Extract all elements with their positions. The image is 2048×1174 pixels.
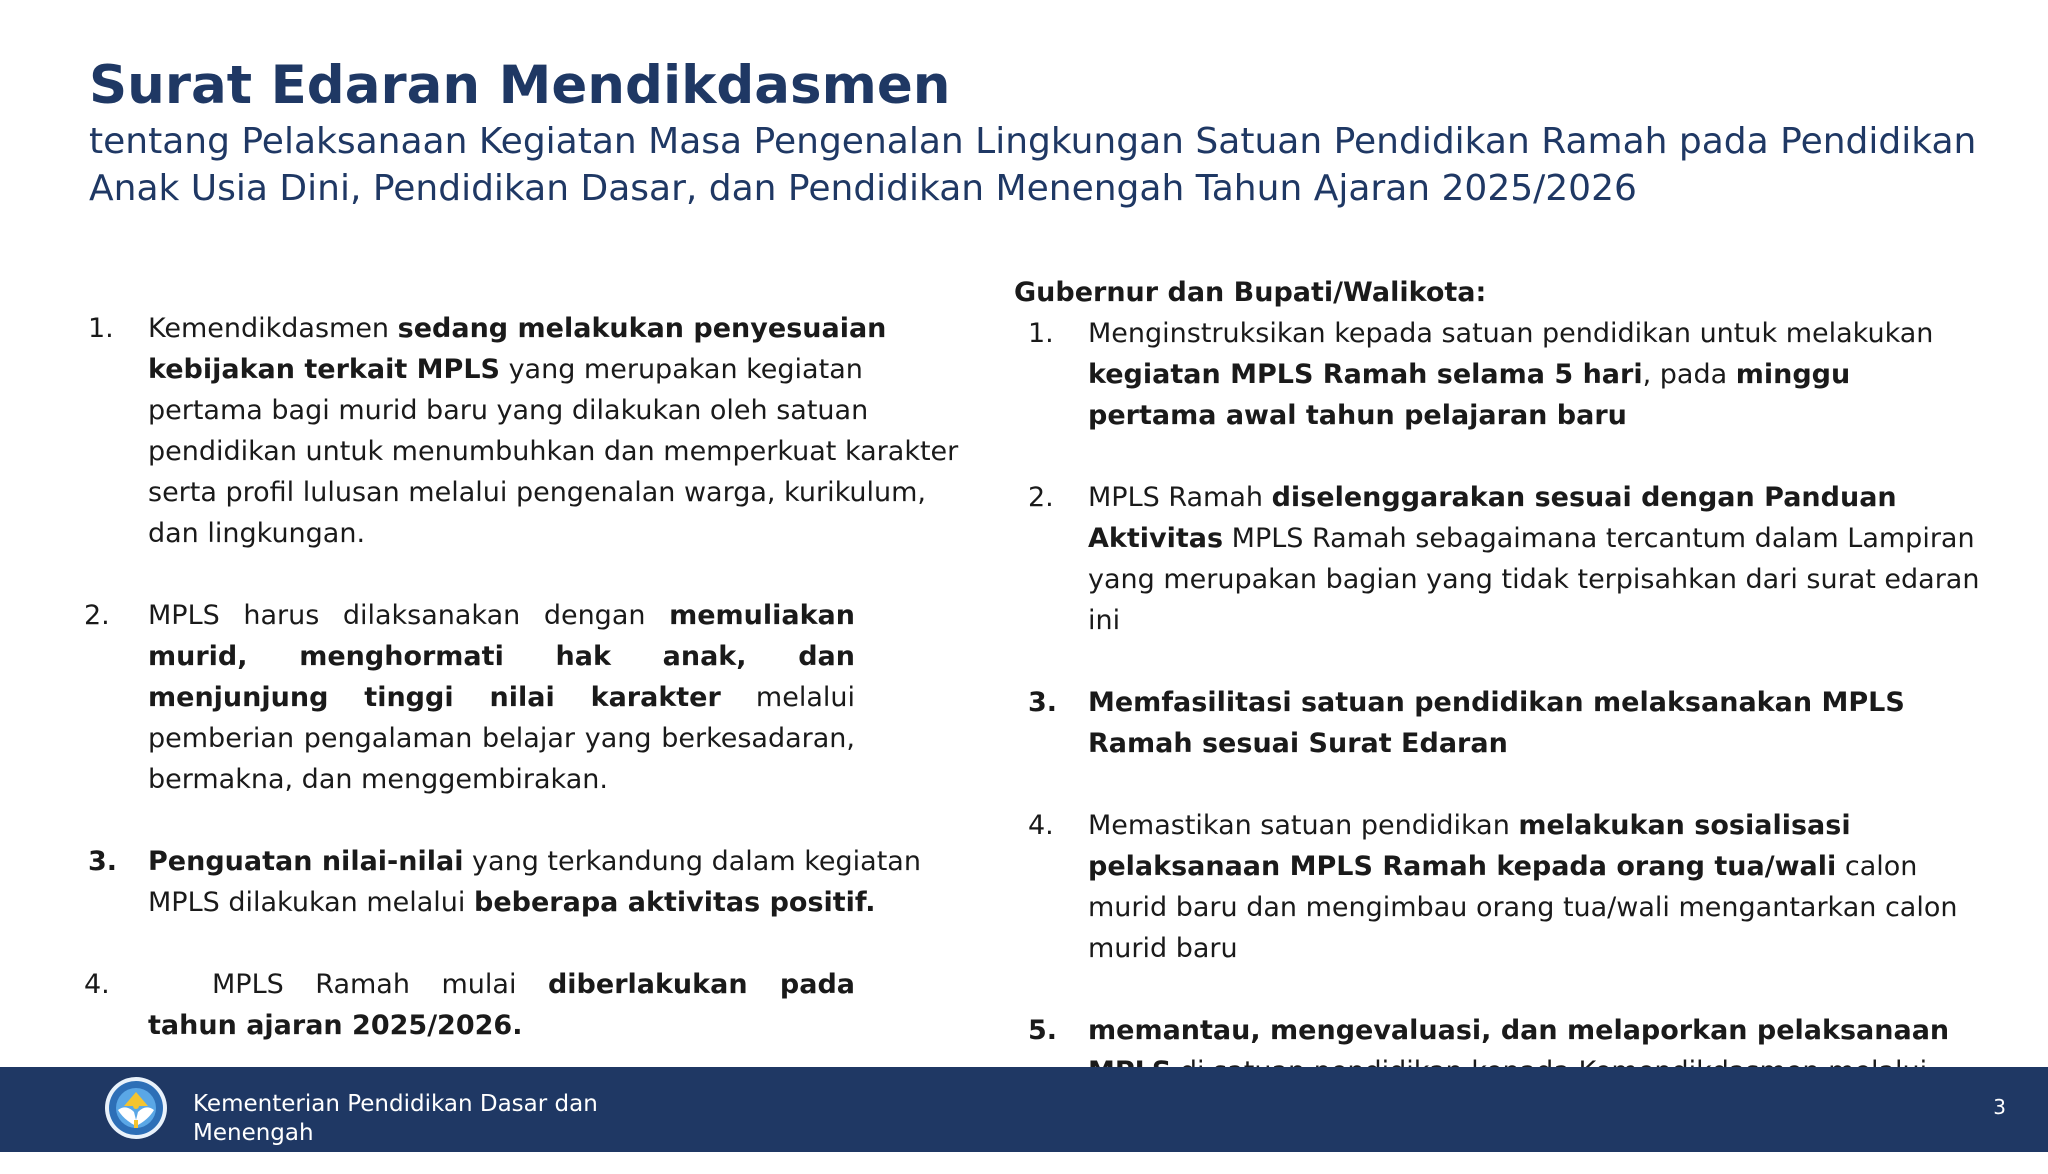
text-segment-bold: memuliakan murid, menghormati hak anak, dan menjunjung tinggi nilai karakter bbox=[148, 600, 855, 713]
list-item-text bbox=[1088, 313, 1980, 436]
list-item bbox=[1020, 805, 1980, 969]
text-segment-bold: melakukan sosialisasi pelaksanaan MPLS Ramah kepada orang tua/wali bbox=[1088, 810, 1851, 882]
list-item-text bbox=[148, 841, 960, 923]
text-segment: MPLS Ramah bbox=[1088, 482, 1272, 513]
text-segment: Memastikan satuan pendidikan bbox=[1088, 810, 1519, 841]
text-segment: yang terkandung dalam kegiatan MPLS dilakukan melalui bbox=[148, 846, 921, 918]
text-segment: calon murid baru dan mengimbau orang tua/wali mengantarkan calon murid baru bbox=[1088, 851, 1958, 964]
text-segment-bold: beberapa aktivitas positif. bbox=[474, 887, 876, 918]
text-segment-bold: memantau, mengevaluasi, dan melaporkan pelaksanaan bbox=[1088, 1015, 1950, 1046]
list-item bbox=[1020, 477, 1980, 641]
text-segment: MPLS Ramah sebagaimana tercantum dalam Lampiran yang merupakan bagian yang tidak terpisahkan dari surat edaran ini bbox=[1088, 523, 1980, 636]
right-column-heading: Gubernur dan Bupati/Walikota: bbox=[1014, 277, 1487, 308]
list-item bbox=[80, 595, 855, 800]
text-segment: melalui pemberian pengalaman belajar yang berkesadaran, bermakna, dan menggembirakan. bbox=[148, 682, 855, 795]
right-instruction-list bbox=[1020, 313, 1980, 1174]
page-number: 3 bbox=[1993, 1095, 2006, 1119]
slide-subtitle: tentang Pelaksanaan Kegiatan Masa Pengenalan Lingkungan Satuan Pendidikan Ramah pada Pendidikan Anak Usia Dini, Pendidikan Dasar, dan Pendidikan Menengah Tahun Ajaran 2025/2026 bbox=[89, 121, 1977, 209]
list-item-text bbox=[1088, 805, 1980, 969]
text-segment-bold: Memfasilitasi satuan pendidikan melaksanakan MPLS Ramah sesuai Surat Edaran bbox=[1088, 687, 1905, 759]
list-item bbox=[80, 841, 960, 923]
text-segment-bold: kegiatan MPLS Ramah selama 5 hari bbox=[1088, 359, 1643, 390]
list-item-number: 4. bbox=[1028, 810, 1054, 841]
text-segment: Kemendikdasmen bbox=[148, 313, 398, 344]
list-item bbox=[1020, 313, 1980, 436]
text-segment-bold: Penguatan nilai-nilai bbox=[148, 846, 464, 877]
text-segment: MPLS Ramah mulai bbox=[212, 969, 548, 1000]
text-segment-bold: sedang melakukan penyesuaian kebijakan terkait MPLS bbox=[148, 313, 887, 385]
list-item-text bbox=[148, 964, 855, 1046]
list-item-text bbox=[148, 308, 960, 554]
list-item-number: 1. bbox=[88, 313, 114, 344]
footer-bar bbox=[0, 1067, 2048, 1152]
list-item-number: 3. bbox=[1028, 687, 1058, 718]
text-segment-bold: diselenggarakan sesuai dengan Panduan Aktivitas bbox=[1088, 482, 1897, 554]
list-item-text bbox=[148, 595, 855, 800]
text-segment: MPLS harus dilaksanakan dengan bbox=[148, 600, 670, 631]
list-item-text bbox=[1088, 682, 1980, 764]
text-segment: Menginstruksikan kepada satuan pendidikan untuk melakukan bbox=[1088, 318, 1934, 349]
list-item-number: 2. bbox=[84, 600, 110, 631]
list-item-number: 1. bbox=[1028, 318, 1054, 349]
list-item bbox=[80, 964, 855, 1046]
text-segment: , pada bbox=[1642, 359, 1736, 390]
list-item bbox=[80, 308, 960, 554]
footer-organization: Kementerian Pendidikan Dasar dan Menengah bbox=[193, 1091, 598, 1146]
list-item-number: 5. bbox=[1028, 1015, 1058, 1046]
list-item-number: 3. bbox=[88, 846, 118, 877]
text-segment-bold: diberlakukan pada tahun ajaran 2025/2026. bbox=[148, 969, 855, 1041]
text-segment-bold: minggu pertama awal tahun pelajaran baru bbox=[1088, 359, 1851, 431]
list-item-text bbox=[1088, 477, 1980, 641]
list-item-number: 2. bbox=[1028, 482, 1054, 513]
text-segment: yang merupakan kegiatan pertama bagi murid baru yang dilakukan oleh satuan pendidikan untuk menumbuhkan dan memperkuat karakter serta profil lulusan melalui pengenalan warga, kurikulum, dan lingkungan. bbox=[148, 354, 959, 549]
tut-wuri-handayani-logo-icon bbox=[104, 1076, 168, 1140]
list-item bbox=[1020, 682, 1980, 764]
list-item-number: 4. bbox=[84, 969, 110, 1000]
left-instruction-list bbox=[80, 308, 960, 1087]
slide-title: Surat Edaran Mendikdasmen bbox=[89, 55, 951, 116]
